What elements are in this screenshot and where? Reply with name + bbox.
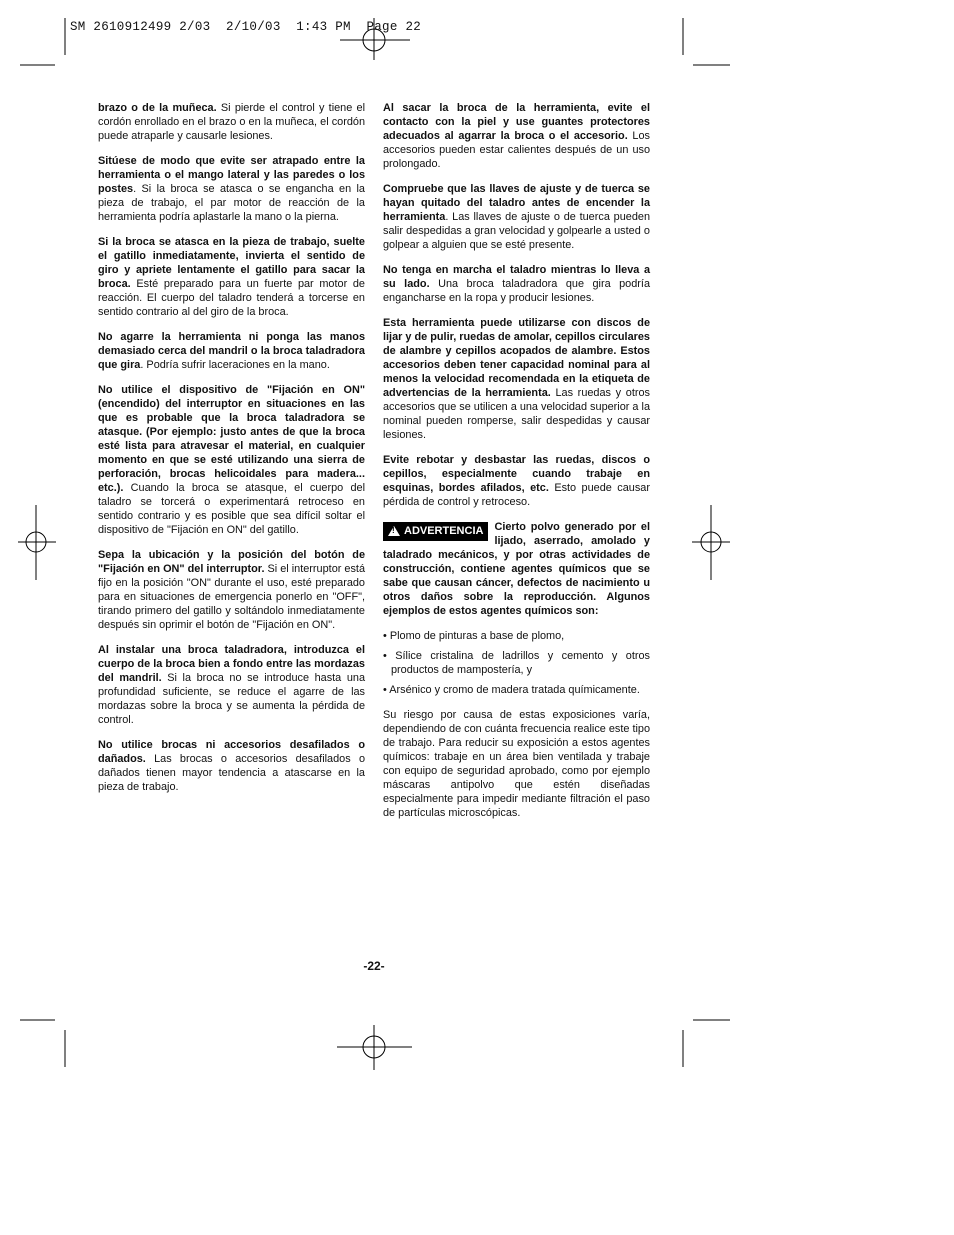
paragraph: Evite rebotar y desbastar las ruedas, discos o cepillos, especialmente cuando trabaje en esquinas, bordes afilados, etc. Esto puede causar pérdida de control y retroceso. [383, 454, 650, 508]
paragraph: No utilice brocas ni accesorios desafilados o dañados. Las brocas o accesorios desafilados o dañados tienen mayor tendencia a atascarse en la pieza de trabajo. [98, 739, 365, 793]
paragraph: brazo o de la muñeca. Si pierde el control y tiene el cordón enrollado en el brazo o en la muñeca, el cordón puede atraparle y causarle lesiones. [98, 102, 366, 142]
paragraph: Compruebe que las llaves de ajuste y de tuerca se hayan quitado del taladro antes de encender la herramienta. Las llaves de ajuste o de tuerca pueden salir despedidas a gran velocidad y golpearle a usted o golpear a alguien que se esté presente. [383, 183, 650, 251]
paragraph: Sitúese de modo que evite ser atrapado entre la herramienta o el mango lateral y las paredes o los postes. Si la broca se atasca o se engancha en la pieza de trabajo, el par motor de reacción de la herramienta podría aplastarle la mano o la pierna. [98, 155, 365, 223]
print-slug: SM 2610912499 2/03 2/10/03 1:43 PM Page 22 [70, 20, 422, 34]
left-column [98, 101, 365, 805]
paragraph: No tenga en marcha el taladro mientras lo lleva a su lado. Una broca taladradora que gira podría engancharse en la ropa y producir lesiones. [383, 264, 650, 304]
warning-text: Cierto polvo generado por el lijado, aserrado, amolado y taladrado mecánicos, y por otras actividades de construcción, contiene agentes químicos que se sabe que causan cáncer, defectos de nacimiento u otros daños sobre la reproducción. Algunos ejemplos de estos agentes químicos son: [383, 521, 650, 617]
paragraph: Sepa la ubicación y la posición del botón de "Fijación en ON" del interruptor. Si el interruptor está fijo en la posición "ON" durante el uso, esté preparado para en situaciones de emergencia ponerlo en "OFF", tirando primero del gatillo y soltándolo inmediatamente después sin oprimir el botón de "Fijación en ON". [98, 549, 365, 631]
page-number: -22- [363, 959, 385, 973]
list-item: • Arsénico y cromo de madera tratada químicamente. [383, 684, 640, 696]
paragraph: No agarre la herramienta ni ponga las manos demasiado cerca del mandril o la broca taladradora que gira. Podría sufrir laceraciones en la mano. [98, 331, 365, 371]
paragraph: Al instalar una broca taladradora, introduzca el cuerpo de la broca bien a fondo entre las mordazas del mandril. Si la broca no se introduce hasta una profundidad suficiente, se reduce el agarre de las mordazas sobre la broca y se aumenta la pérdida de control. [98, 644, 365, 726]
closing-paragraph: Su riesgo por causa de estas exposiciones varía, dependiendo de con cuánta frecuencia realice este tipo de trabajo. Para reducir su exposición a estos agentes químicos: trabaje en un área bien ventilada y trabaje con equipo de seguridad aprobado, como por ejemplo máscaras antipolvo que estén diseñadas especialmente para impedir mediante filtración el paso de partículas microscópicas. [383, 709, 651, 819]
warning-badge: ! ADVERTENCIA [383, 522, 488, 541]
paragraph: Si la broca se atasca en la pieza de trabajo, suelte el gatillo inmediatamente, invierta el sentido de giro y apriete lentamente el gatillo para sacar la broca. Esté preparado para un fuerte par motor de reacción. El cuerpo del taladro tenderá a torcerse en sentido contrario al del giro de la broca. [98, 236, 365, 318]
paragraph: Al sacar la broca de la herramienta, evite el contacto con la piel y use guantes protectores adecuados al agarrar la broca o el accesorio. Los accesorios pueden estar calientes después de un uso prolongado. [383, 102, 650, 170]
list-item: • Plomo de pinturas a base de plomo, [383, 630, 565, 642]
warning-paragraph [383, 520, 650, 618]
right-column [383, 101, 650, 831]
warning-triangle-icon [388, 526, 400, 536]
paragraph: No utilice el dispositivo de "Fijación en ON" (encendido) del interruptor en situaciones en las que es probable que la broca taladradora se atasque. (Por ejemplo: justo antes de que la broca esté lista para atravesar el material, en cualquier momento en que se esté utilizando una sierra de perforación, brocas helicoidales para madera... etc.). Cuando la broca se atasque, el cuerpo del taladro se torcerá o experimentará retroceso en sentido contrario y es posible que sea difícil soltar el dispositivo de "Fijación en ON" del gatillo. [98, 384, 365, 536]
chemical-list [383, 629, 650, 697]
list-item: • Sílice cristalina de ladrillos y cemento y otros productos de mampostería, y [383, 650, 650, 676]
paragraph: Esta herramienta puede utilizarse con discos de lijar y de pulir, ruedas de amolar, cepillos circulares de alambre y cepillos acopados de alambre. Estos accesorios deben tener capacidad nominal para al menos la velocidad recomendada en la etiqueta de advertencias de la herramienta. Las ruedas y otros accesorios que se utilicen a una velocidad superior a la nominal pueden romperse, salir despedidas y causar lesiones. [383, 317, 650, 441]
